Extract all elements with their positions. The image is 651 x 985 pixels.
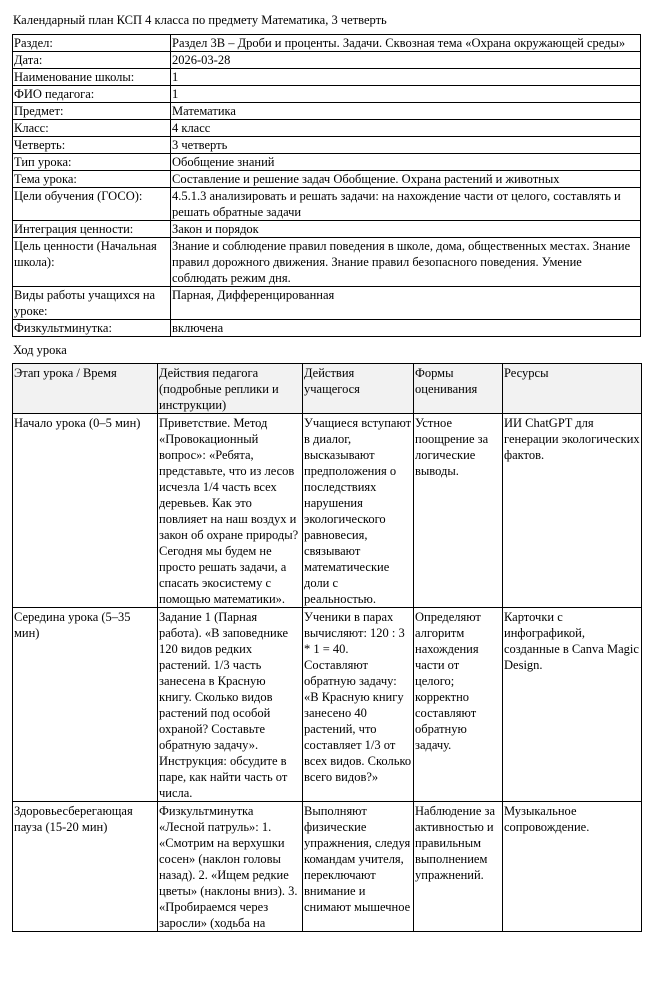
info-key: Тема урока: bbox=[13, 171, 171, 188]
info-value: Закон и порядок bbox=[171, 221, 641, 238]
teacher-action-cell: Задание 1 (Парная работа). «В заповеднике 120 видов редких растений. 1/3 часть занесена в Красную книгу. Сколько видов растений под особой охраной? Составьте обратную задачу». Инструкция: обсудите в паре, как найти часть от числа. bbox=[158, 608, 303, 802]
stage-cell: Здоровьесберегающая пауза (15-20 мин) bbox=[13, 802, 158, 932]
info-value: 2026-03-28 bbox=[171, 52, 641, 69]
stage-cell: Середина урока (5–35 мин) bbox=[13, 608, 158, 802]
info-value: 3 четверть bbox=[171, 137, 641, 154]
info-value: Раздел 3В – Дроби и проценты. Задачи. Сквозная тема «Охрана окружающей среды» bbox=[171, 35, 641, 52]
lesson-row bbox=[13, 802, 642, 932]
header-cell: Этап урока / Время bbox=[13, 364, 158, 414]
info-key: Четверть: bbox=[13, 137, 171, 154]
assessment-cell: Наблюдение за активностью и правильным выполнением упражнений. bbox=[414, 802, 503, 932]
info-key: Интеграция ценности: bbox=[13, 221, 171, 238]
header-cell: Формы оценивания bbox=[414, 364, 503, 414]
info-key: ФИО педагога: bbox=[13, 86, 171, 103]
info-row bbox=[13, 221, 641, 238]
info-value: 1 bbox=[171, 86, 641, 103]
header-cell: Действия учащегося bbox=[303, 364, 414, 414]
info-row bbox=[13, 137, 641, 154]
info-key: Наименование школы: bbox=[13, 69, 171, 86]
assessment-cell: Устное поощрение за логические выводы. bbox=[414, 414, 503, 608]
info-value: Математика bbox=[171, 103, 641, 120]
info-value: Обобщение знаний bbox=[171, 154, 641, 171]
info-key: Класс: bbox=[13, 120, 171, 137]
info-key: Виды работы учащихся на уроке: bbox=[13, 287, 171, 320]
info-row bbox=[13, 69, 641, 86]
info-row bbox=[13, 86, 641, 103]
info-row bbox=[13, 52, 641, 69]
header-cell: Ресурсы bbox=[503, 364, 642, 414]
info-row bbox=[13, 171, 641, 188]
info-row bbox=[13, 103, 641, 120]
lesson-table-header bbox=[13, 364, 642, 414]
info-key: Физкультминутка: bbox=[13, 320, 171, 337]
student-action-cell: Ученики в парах вычисляют: 120 : 3 * 1 = 40. Составляют обратную задачу: «В Красную книгу занесено 40 растений, что составляет 1/3 от всех видов. Сколько всего видов?» bbox=[303, 608, 414, 802]
info-row bbox=[13, 188, 641, 221]
info-row bbox=[13, 35, 641, 52]
info-row bbox=[13, 120, 641, 137]
info-value: Знание и соблюдение правил поведения в школе, дома, общественных местах. Знание правил дорожного движения. Знание правил безопасного поведения. Умение соблюдать режим дня. bbox=[171, 238, 641, 287]
info-row bbox=[13, 320, 641, 337]
info-key: Тип урока: bbox=[13, 154, 171, 171]
lesson-row bbox=[13, 608, 642, 802]
resources-cell: ИИ ChatGPT для генерации экологических фактов. bbox=[503, 414, 642, 608]
teacher-action-cell: Физкультминутка «Лесной патруль»: 1. «Смотрим на верхушки сосен» (наклон головы назад). 2. «Ищем редкие цветы» (наклоны вниз). 3. «Пробираемся через заросли» (ходьба на bbox=[158, 802, 303, 932]
info-value: включена bbox=[171, 320, 641, 337]
resources-cell: Карточки с инфографикой, созданные в Canva Magic Design. bbox=[503, 608, 642, 802]
info-key: Цель ценности (Начальная школа): bbox=[13, 238, 171, 287]
assessment-cell: Определяют алгоритм нахождения части от целого; корректно составляют обратную задачу. bbox=[414, 608, 503, 802]
lesson-progress-heading: Ход урока bbox=[13, 343, 67, 357]
info-value: 4.5.1.3 анализировать и решать задачи: на нахождение части от целого, составлять и решать обратные задачи bbox=[171, 188, 641, 221]
header-cell: Действия педагога (подробные реплики и инструкции) bbox=[158, 364, 303, 414]
info-key: Цели обучения (ГОСО): bbox=[13, 188, 171, 221]
student-action-cell: Учащиеся вступают в диалог, высказывают предположения о последствиях нарушения экологического равновесия, связывают математические доли с реальностью. bbox=[303, 414, 414, 608]
info-row bbox=[13, 154, 641, 171]
lesson-plan-table bbox=[12, 363, 642, 932]
info-row bbox=[13, 238, 641, 287]
info-key: Предмет: bbox=[13, 103, 171, 120]
lesson-info-table bbox=[12, 34, 641, 337]
info-row bbox=[13, 287, 641, 320]
stage-cell: Начало урока (0–5 мин) bbox=[13, 414, 158, 608]
resources-cell: Музыкальное сопровождение. bbox=[503, 802, 642, 932]
info-value: 4 класс bbox=[171, 120, 641, 137]
info-value: 1 bbox=[171, 69, 641, 86]
document-title: Календарный план КСП 4 класса по предмету Математика, 3 четверть bbox=[13, 13, 387, 27]
info-value: Парная, Дифференцированная bbox=[171, 287, 641, 320]
info-value: Составление и решение задач Обобщение. Охрана растений и животных bbox=[171, 171, 641, 188]
lesson-row bbox=[13, 414, 642, 608]
info-key: Дата: bbox=[13, 52, 171, 69]
student-action-cell: Выполняют физические упражнения, следуя командам учителя, переключают внимание и снимают мышечное bbox=[303, 802, 414, 932]
info-key: Раздел: bbox=[13, 35, 171, 52]
teacher-action-cell: Приветствие. Метод «Провокационный вопрос»: «Ребята, представьте, что из лесов исчезла 1/4 часть всех деревьев. Как это повлияет на наш воздух и закон об охране природы? Сегодня мы будем не просто решать задачи, а спасать экосистему с помощью математики». bbox=[158, 414, 303, 608]
